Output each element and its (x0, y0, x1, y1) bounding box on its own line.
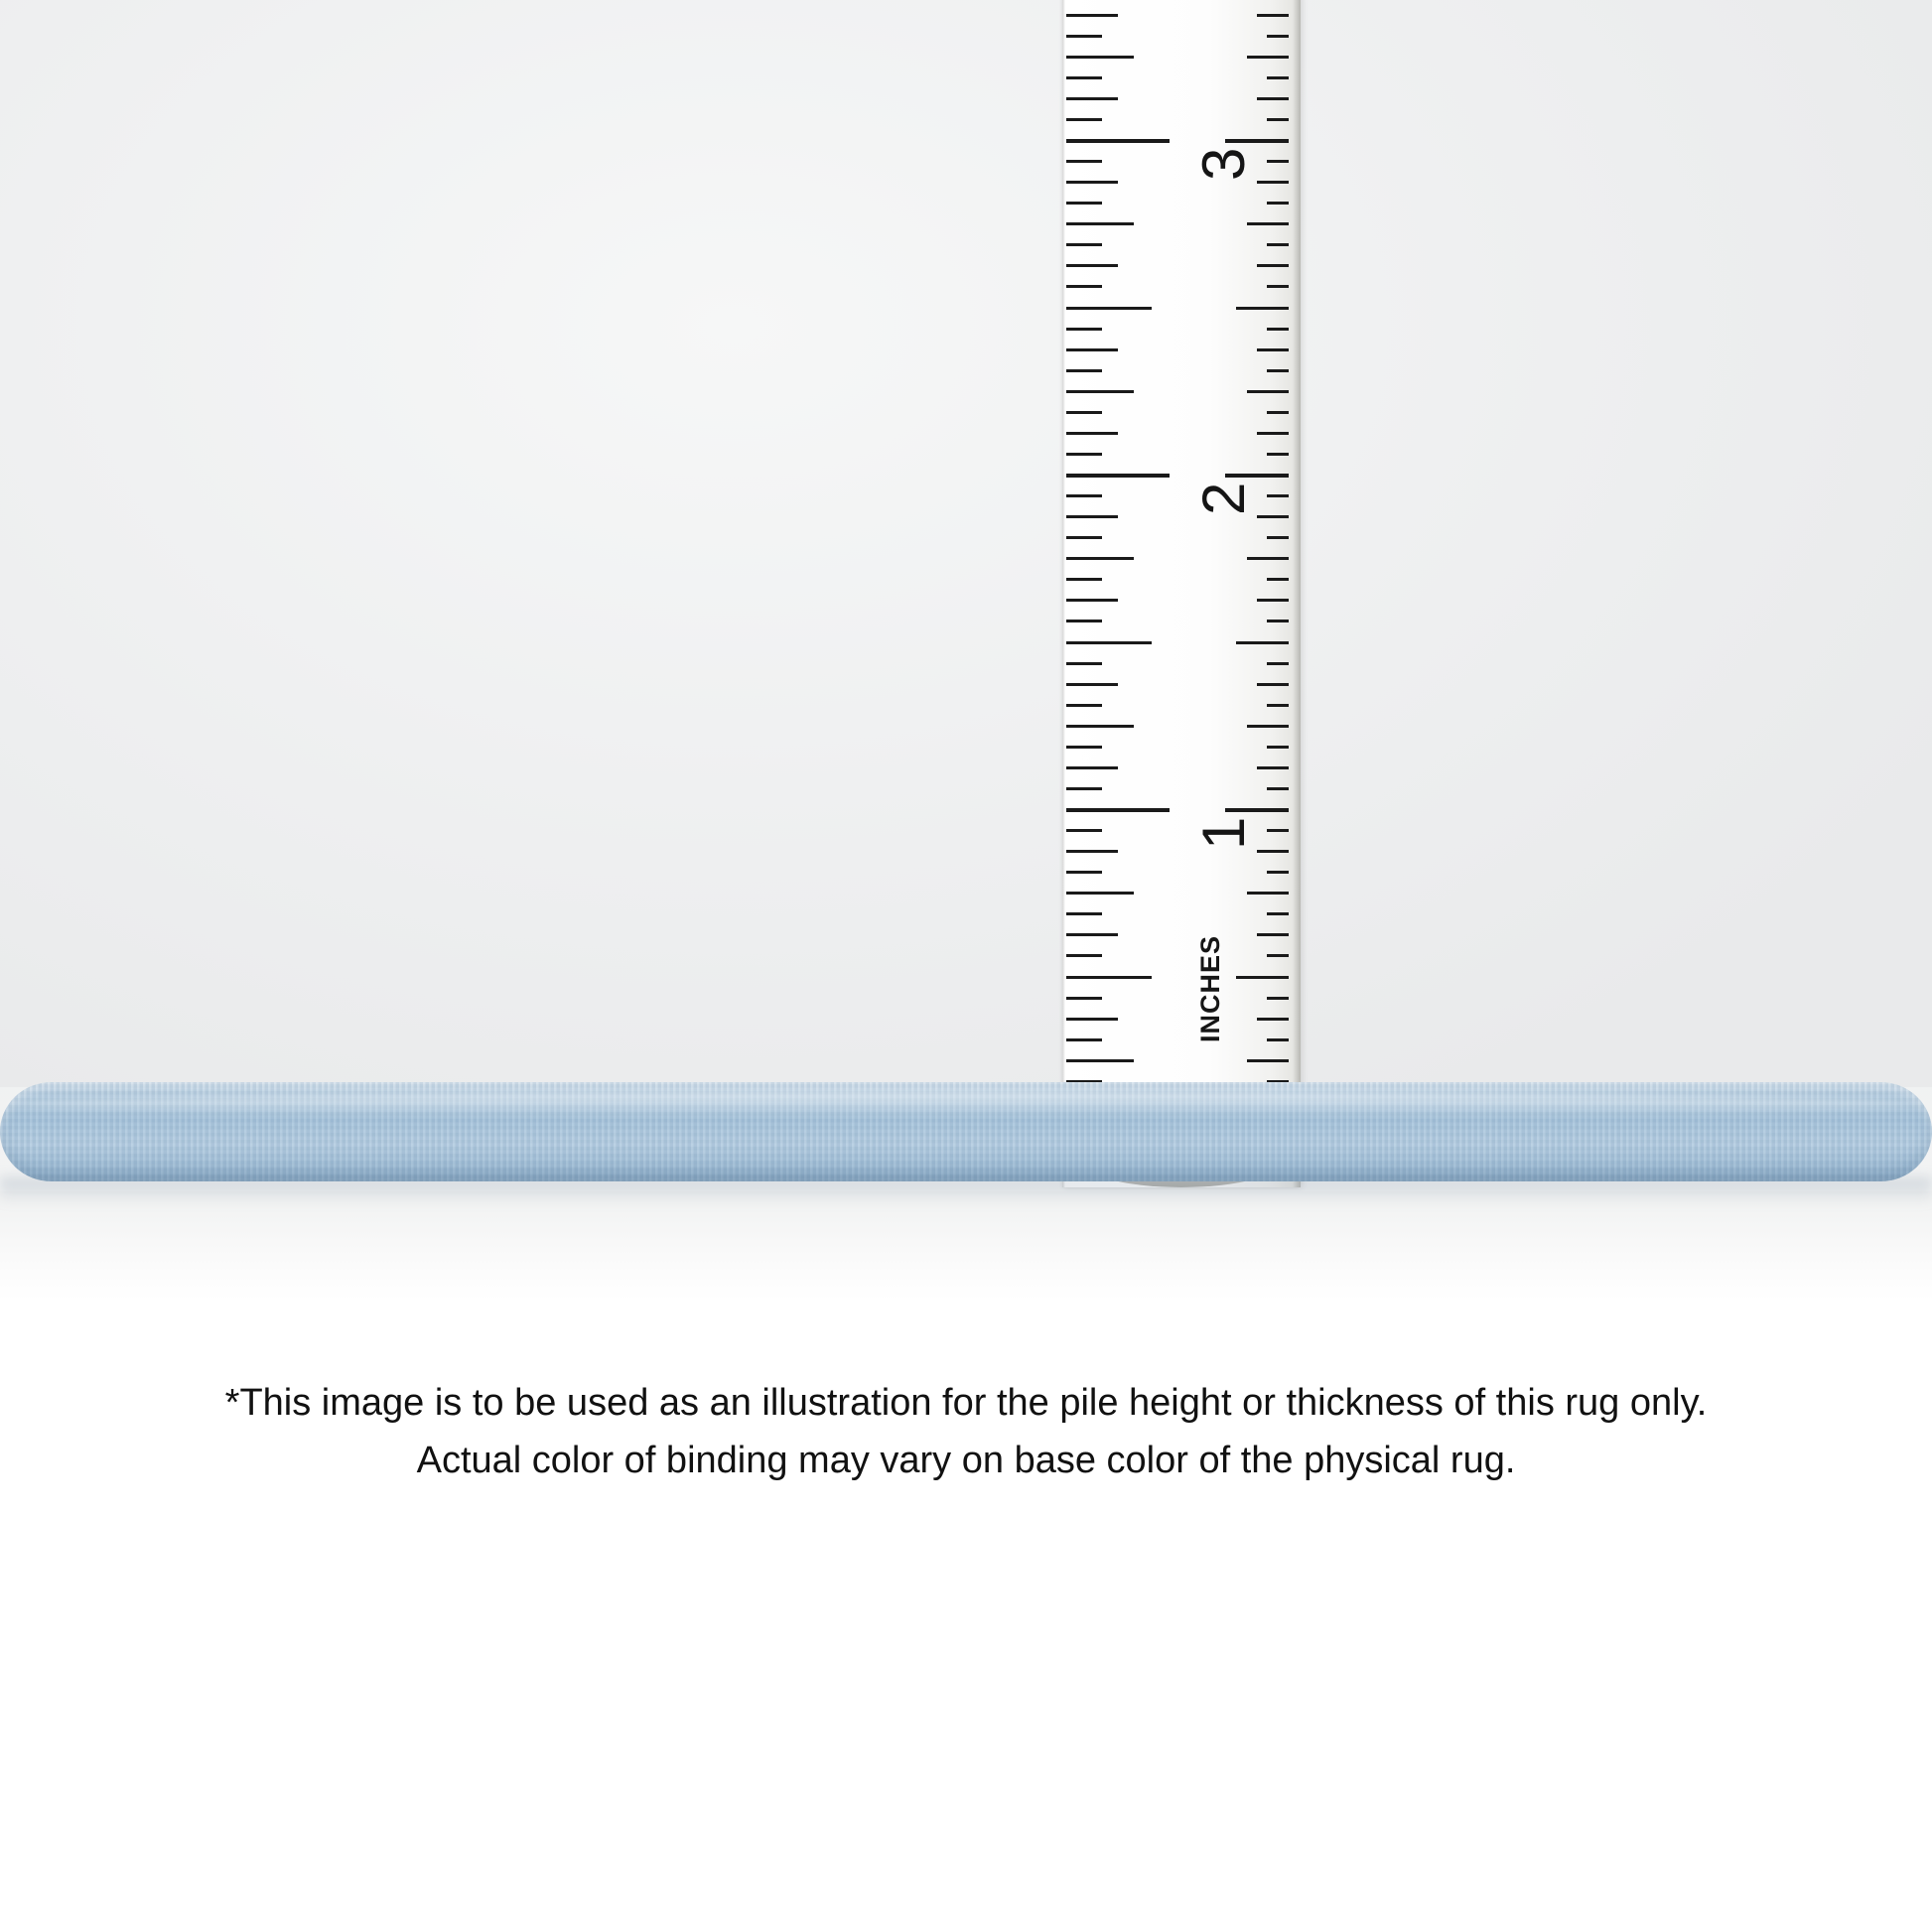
ruler-tick (1257, 348, 1289, 351)
ruler-tick (1267, 578, 1289, 581)
ruler-tick (1267, 494, 1289, 497)
ruler-tick (1267, 620, 1289, 622)
ruler-tick (1066, 746, 1102, 749)
ruler-tick (1247, 56, 1289, 59)
ruler-tick (1267, 35, 1289, 38)
disclaimer-caption (0, 1375, 1932, 1490)
rug-edge (0, 1082, 1932, 1199)
ruler-tick (1267, 997, 1289, 1000)
ruler-tick (1225, 808, 1289, 812)
caption-line-2: Actual color of binding may vary on base color of the physical rug. (416, 1439, 1516, 1481)
rug-highlight (0, 1092, 1932, 1116)
ruler-tick (1247, 892, 1289, 895)
ruler-tick (1236, 976, 1289, 979)
ruler-tick (1267, 536, 1289, 539)
ruler-tick (1066, 787, 1102, 790)
ruler-tick (1267, 118, 1289, 121)
measuring-ruler (1062, 0, 1301, 1187)
ruler-tick (1257, 264, 1289, 267)
ruler-tick (1066, 307, 1152, 310)
ruler-tick (1247, 725, 1289, 728)
ruler-tick (1225, 139, 1289, 143)
ruler-tick (1066, 912, 1102, 915)
ruler-tick (1066, 515, 1118, 518)
ruler-tick (1267, 202, 1289, 205)
caption-line-1: *This image is to be used as an illustration for the pile height or thickness of this rug only. (224, 1382, 1708, 1424)
ruler-tick (1066, 641, 1152, 644)
ruler-tick (1225, 474, 1289, 478)
ruler-tick (1066, 829, 1102, 832)
ruler-number-2: 2 (1190, 482, 1257, 515)
ruler-tick (1257, 933, 1289, 936)
ruler-tick (1267, 243, 1289, 246)
ruler-tick (1267, 829, 1289, 832)
ruler-tick (1267, 954, 1289, 957)
ruler-tick (1267, 369, 1289, 372)
ruler-tick (1066, 285, 1102, 288)
ruler-tick (1066, 766, 1118, 769)
ruler-tick (1247, 222, 1289, 225)
ruler-tick (1247, 557, 1289, 560)
ruler-tick (1066, 390, 1134, 393)
ruler-tick (1066, 683, 1118, 686)
ruler-tick (1267, 453, 1289, 456)
ruler-tick (1267, 746, 1289, 749)
ruler-tick (1267, 328, 1289, 331)
ruler-tick (1267, 787, 1289, 790)
ruler-tick (1066, 704, 1102, 707)
ruler-tick (1066, 662, 1102, 665)
ruler-tick (1257, 766, 1289, 769)
ruler-tick (1247, 1059, 1289, 1062)
rug-drop-shadow (0, 1177, 1932, 1203)
ruler-tick (1066, 850, 1118, 853)
ruler-tick (1066, 369, 1102, 372)
ruler-number-3: 3 (1190, 147, 1257, 181)
ruler-tick (1066, 139, 1170, 143)
ruler-tick (1267, 285, 1289, 288)
ruler-tick-marks (1062, 0, 1301, 1187)
ruler-tick (1066, 620, 1102, 622)
ruler-tick (1066, 264, 1118, 267)
ruler-tick (1236, 307, 1289, 310)
ruler-tick (1257, 14, 1289, 17)
ruler-tick (1066, 1038, 1102, 1041)
ruler-number-1: 1 (1190, 816, 1257, 850)
ruler-tick (1066, 14, 1118, 17)
ruler-tick (1066, 411, 1102, 414)
ruler-tick (1066, 97, 1118, 100)
ruler-tick (1257, 850, 1289, 853)
ruler-tick (1257, 97, 1289, 100)
ruler-tick (1066, 202, 1102, 205)
ruler-unit-label: INCHES (1195, 934, 1225, 1042)
ruler-tick (1066, 494, 1102, 497)
ruler-tick (1066, 160, 1102, 163)
ruler-tick (1066, 557, 1134, 560)
ruler-tick (1066, 933, 1118, 936)
ruler-tick (1066, 76, 1102, 79)
ruler-tick (1066, 599, 1118, 602)
ruler-tick (1066, 871, 1102, 874)
ruler-tick (1066, 976, 1152, 979)
ruler-tick (1066, 474, 1170, 478)
ruler-tick (1247, 390, 1289, 393)
ruler-tick (1066, 35, 1102, 38)
ruler-tick (1066, 181, 1118, 184)
ruler-tick (1066, 1018, 1118, 1021)
ruler-tick (1267, 704, 1289, 707)
studio-floor (0, 1191, 1932, 1301)
ruler-tick (1066, 954, 1102, 957)
ruler-tick (1066, 578, 1102, 581)
ruler-tick (1267, 912, 1289, 915)
ruler-tick (1066, 536, 1102, 539)
ruler-tick (1257, 1018, 1289, 1021)
ruler-tick (1257, 683, 1289, 686)
ruler-tick (1066, 348, 1118, 351)
ruler-tick (1066, 222, 1134, 225)
ruler-tick (1257, 599, 1289, 602)
ruler-tick (1267, 1038, 1289, 1041)
ruler-tick (1066, 328, 1102, 331)
ruler-tick (1236, 641, 1289, 644)
ruler-tick (1066, 453, 1102, 456)
ruler-tick (1066, 892, 1134, 895)
ruler-tick (1257, 181, 1289, 184)
ruler-tick (1257, 515, 1289, 518)
ruler-tick (1066, 243, 1102, 246)
ruler-tick (1267, 871, 1289, 874)
ruler-tick (1267, 411, 1289, 414)
ruler-tick (1257, 432, 1289, 435)
ruler-tick (1066, 725, 1134, 728)
ruler-tick (1066, 808, 1170, 812)
ruler-tick (1267, 662, 1289, 665)
ruler-tick (1066, 56, 1134, 59)
ruler-tick (1267, 76, 1289, 79)
ruler-tick (1267, 160, 1289, 163)
ruler-tick (1066, 118, 1102, 121)
ruler-tick (1066, 432, 1118, 435)
ruler-tick (1066, 1059, 1134, 1062)
ruler-tick (1066, 997, 1102, 1000)
